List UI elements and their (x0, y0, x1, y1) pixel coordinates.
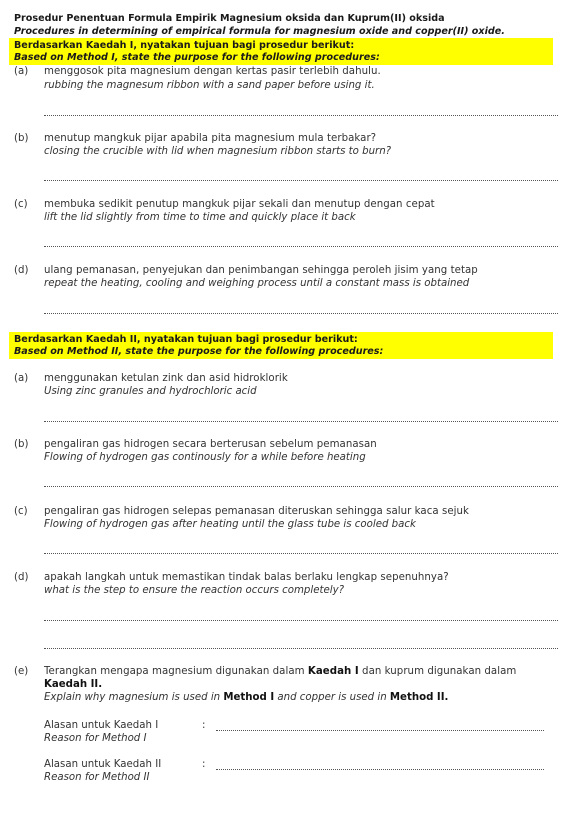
item-text-english: repeat the heating, cooling and weighing process until a constant mass is obtained (44, 278, 470, 289)
method2-item-d (14, 572, 554, 652)
reason2-answer-line[interactable] (216, 769, 544, 770)
item-label: (a) (14, 373, 29, 384)
answer-line[interactable] (44, 180, 558, 181)
item-text-english: Using zinc granules and hydrochloric acid (44, 386, 257, 397)
item-text-malay-cont: Kaedah II. (44, 679, 103, 690)
reason2-label-malay: Alasan untuk Kaedah II (44, 759, 162, 770)
item-label: (a) (14, 66, 29, 77)
item-text-malay: apakah langkah untuk memastikan tindak balas berlaku lengkap sepenuhnya? (44, 572, 449, 583)
method1-item-a (14, 66, 554, 122)
item-text-english: Flowing of hydrogen gas after heating until the glass tube is cooled back (44, 519, 416, 530)
reason1-colon: : (202, 720, 206, 731)
reason2-colon: : (202, 759, 206, 770)
item-text-malay: membuka sedikit penutup mangkuk pijar sekali dan menutup dengan cepat (44, 199, 435, 210)
item-label: (b) (14, 439, 29, 450)
method2-heading-malay: Berdasarkan Kaedah II, nyatakan tujuan bagi prosedur berikut: (14, 334, 358, 345)
answer-line[interactable] (44, 648, 558, 649)
method1-heading-band (9, 38, 553, 65)
method2-item-c (14, 506, 554, 558)
title-malay: Prosedur Penentuan Formula Empirik Magnesium oksida dan Kuprum(II) oksida (14, 13, 445, 24)
item-label: (c) (14, 199, 28, 210)
item-text-malay: ulang pemanasan, penyejukan dan penimbangan sehingga peroleh jisim yang tetap (44, 265, 478, 276)
method1-item-d (14, 265, 554, 317)
answer-line[interactable] (44, 553, 558, 554)
reason1-label-malay: Alasan untuk Kaedah I (44, 720, 159, 731)
item-label: (d) (14, 265, 29, 276)
method1-heading-malay: Berdasarkan Kaedah I, nyatakan tujuan bagi prosedur berikut: (14, 40, 355, 51)
item-label: (e) (14, 666, 29, 677)
answer-line[interactable] (44, 620, 558, 621)
answer-line[interactable] (44, 246, 558, 247)
item-text-malay: pengaliran gas hidrogen secara berterusan sebelum pemanasan (44, 439, 377, 450)
method1-item-b (14, 133, 554, 185)
title-english: Procedures in determining of empirical formula for magnesium oxide and copper(II) oxide. (14, 26, 505, 37)
item-label: (b) (14, 133, 29, 144)
item-label: (d) (14, 572, 29, 583)
reason2-label-english: Reason for Method II (44, 772, 150, 783)
item-text-malay: pengaliran gas hidrogen selepas pemanasan diteruskan sehingga salur kaca sejuk (44, 506, 469, 517)
item-text-malay: menutup mangkuk pijar apabila pita magnesium mula terbakar? (44, 133, 377, 144)
answer-line[interactable] (44, 486, 558, 487)
method2-heading-band (9, 332, 553, 359)
method2-item-a (14, 373, 554, 425)
reason1-label-english: Reason for Method I (44, 733, 147, 744)
item-text-english: Flowing of hydrogen gas continously for a while before heating (44, 452, 366, 463)
method1-item-c (14, 199, 554, 251)
reason1-answer-line[interactable] (216, 730, 544, 731)
method2-item-b (14, 439, 554, 491)
method1-heading-english: Based on Method I, state the purpose for the following procedures: (14, 52, 380, 63)
method2-heading-english: Based on Method II, state the purpose for the following procedures: (14, 346, 384, 357)
item-text-english: lift the lid slightly from time to time and quickly place it back (44, 212, 356, 223)
item-text-english: Explain why magnesium is used in Method I and copper is used in Method II. (44, 692, 449, 703)
item-text-malay: menggunakan ketulan zink dan asid hidroklorik (44, 373, 288, 384)
item-label: (c) (14, 506, 28, 517)
item-text-malay: menggosok pita magnesium dengan kertas pasir terlebih dahulu. (44, 66, 381, 77)
answer-line[interactable] (44, 313, 558, 314)
item-text-english: closing the crucible with lid when magnesium ribbon starts to burn? (44, 146, 392, 157)
answer-line[interactable] (44, 421, 558, 422)
answer-line[interactable] (44, 115, 558, 116)
item-text-malay: Terangkan mengapa magnesium digunakan dalam Kaedah I dan kuprum digunakan dalam (44, 666, 517, 677)
item-text-english: what is the step to ensure the reaction occurs completely? (44, 585, 345, 596)
item-text-english: rubbing the magnesum ribbon with a sand paper before using it. (44, 80, 375, 91)
